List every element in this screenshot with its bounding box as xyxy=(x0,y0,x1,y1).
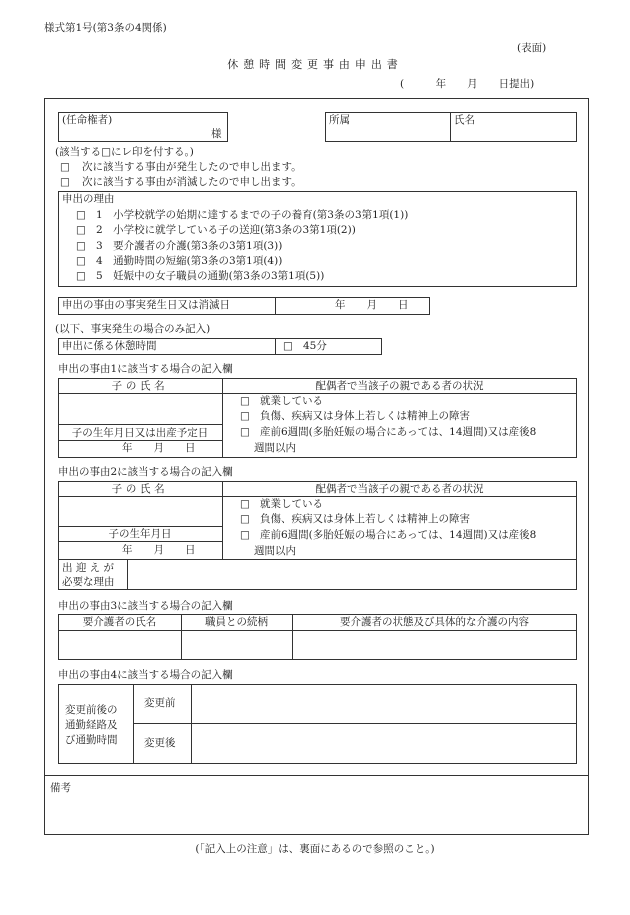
birth-date-label: 子の生年月日 xyxy=(108,528,172,540)
spouse-option[interactable]: □ 就業している xyxy=(240,498,323,510)
checkbox[interactable]: □ xyxy=(76,240,86,252)
checkbox[interactable]: □ xyxy=(240,410,250,422)
break-time-option[interactable]: □ 45分 xyxy=(283,340,327,352)
spouse-option[interactable]: □ 産前6週間(多胎妊娠の場合にあっては、14週間)又は産後8 xyxy=(240,426,537,438)
birth-date-label: 子の生年月日又は出産予定日 xyxy=(71,427,209,439)
commute-label: 通勤経路及 xyxy=(65,719,118,731)
checkbox[interactable]: □ xyxy=(76,255,86,267)
reasons-heading: 申出の理由 xyxy=(62,193,115,205)
spouse-status-header: 配偶者で当該子の親である者の状況 xyxy=(315,380,484,392)
footer-note: (「記入上の注意」は、裏面にあるので参照のこと。) xyxy=(195,843,435,855)
form-number: 様式第1号(第3条の4関係) xyxy=(44,22,167,34)
appointer-label: (任命権者) xyxy=(62,114,113,126)
occurrence-note: (以下、事実発生の場合のみ記入) xyxy=(55,323,211,335)
before-change-label: 変更前 xyxy=(144,697,176,709)
affiliation-name-box xyxy=(325,112,577,142)
after-change-label: 変更後 xyxy=(144,737,176,749)
reason4-heading: 申出の事由4に該当する場合の記入欄 xyxy=(58,669,233,681)
spouse-option[interactable]: □ 就業している xyxy=(240,395,323,407)
caree-name-header: 要介護者の氏名 xyxy=(82,616,157,628)
reason2-heading: 申出の事由2に該当する場合の記入欄 xyxy=(58,466,233,478)
commute-label: び通勤時間 xyxy=(65,734,118,746)
event-option-ended[interactable]: □ 次に該当する事由が消滅したので申し出ます。 xyxy=(60,176,302,188)
checkbox[interactable]: □ xyxy=(240,395,250,407)
spouse-option[interactable]: □ 負傷、疾病又は身体上若しくは精神上の障害 xyxy=(240,410,470,422)
reason3-heading: 申出の事由3に該当する場合の記入欄 xyxy=(58,600,233,612)
remarks-divider xyxy=(44,775,589,776)
event-date-value[interactable]: 年 月 日 xyxy=(335,299,409,311)
birth-date-value[interactable]: 年 月 日 xyxy=(122,442,196,454)
reason4-table xyxy=(58,684,577,764)
checkbox[interactable]: □ xyxy=(60,176,70,188)
submission-date: ( 年 月 日提出) xyxy=(400,78,535,90)
checkbox[interactable]: □ xyxy=(240,498,250,510)
reason-item[interactable]: □ 1 小学校就学の始期に達するまでの子の養育(第3条の3第1項(1)) xyxy=(76,209,409,221)
relation-header: 職員との続柄 xyxy=(205,616,268,628)
commute-label: 変更前後の xyxy=(65,704,118,716)
spouse-status-header: 配偶者で当該子の親である者の状況 xyxy=(315,483,484,495)
event-date-label: 申出の事由の事実発生日又は消滅日 xyxy=(62,299,230,311)
birth-date-value[interactable]: 年 月 日 xyxy=(122,544,196,556)
checkbox[interactable]: □ xyxy=(60,161,70,173)
child-name-header: 子の氏名 xyxy=(111,380,169,392)
checkbox[interactable]: □ xyxy=(240,529,250,541)
spouse-option-cont: 週間以内 xyxy=(254,545,296,557)
spouse-option[interactable]: □ 産前6週間(多胎妊娠の場合にあっては、14週間)又は産後8 xyxy=(240,529,537,541)
checkbox[interactable]: □ xyxy=(76,224,86,236)
pickup-reason-label: 必要な理由 xyxy=(62,576,115,588)
reason1-heading: 申出の事由1に該当する場合の記入欄 xyxy=(58,363,233,375)
reason-item[interactable]: □ 2 小学校に就学している子の送迎(第3条の3第1項(2)) xyxy=(76,224,356,236)
reason-item[interactable]: □ 3 要介護者の介護(第3条の3第1項(3)) xyxy=(76,240,283,252)
pickup-reason-label: 出 迎 え が xyxy=(62,562,115,574)
instruction-text: (該当する□にレ印を付する。) xyxy=(55,146,194,158)
sama-label: 様 xyxy=(211,128,222,140)
checkbox[interactable]: □ xyxy=(283,340,293,352)
spouse-option[interactable]: □ 負傷、疾病又は身体上若しくは精神上の障害 xyxy=(240,513,470,525)
checkbox[interactable]: □ xyxy=(240,426,250,438)
affiliation-label: 所属 xyxy=(329,114,350,126)
spouse-option-cont: 週間以内 xyxy=(254,442,296,454)
reason-item[interactable]: □ 4 通勤時間の短縮(第3条の3第1項(4)) xyxy=(76,255,283,267)
event-option-occurred[interactable]: □ 次に該当する事由が発生したので申し出ます。 xyxy=(60,161,302,173)
side-label: (表面) xyxy=(517,42,547,54)
checkbox[interactable]: □ xyxy=(240,513,250,525)
page-title: 休憩時間変更事由申出書 xyxy=(227,58,403,71)
care-state-header: 要介護者の状態及び具体的な介護の内容 xyxy=(340,616,529,628)
break-time-label: 申出に係る休憩時間 xyxy=(62,340,157,352)
name-label: 氏名 xyxy=(454,114,475,126)
reason-item[interactable]: □ 5 妊娠中の女子職員の通勤(第3条の3第1項(5)) xyxy=(76,270,325,282)
remarks-label: 備考 xyxy=(50,782,71,794)
child-name-header: 子の氏名 xyxy=(111,483,169,495)
checkbox[interactable]: □ xyxy=(76,270,86,282)
checkbox[interactable]: □ xyxy=(76,209,86,221)
